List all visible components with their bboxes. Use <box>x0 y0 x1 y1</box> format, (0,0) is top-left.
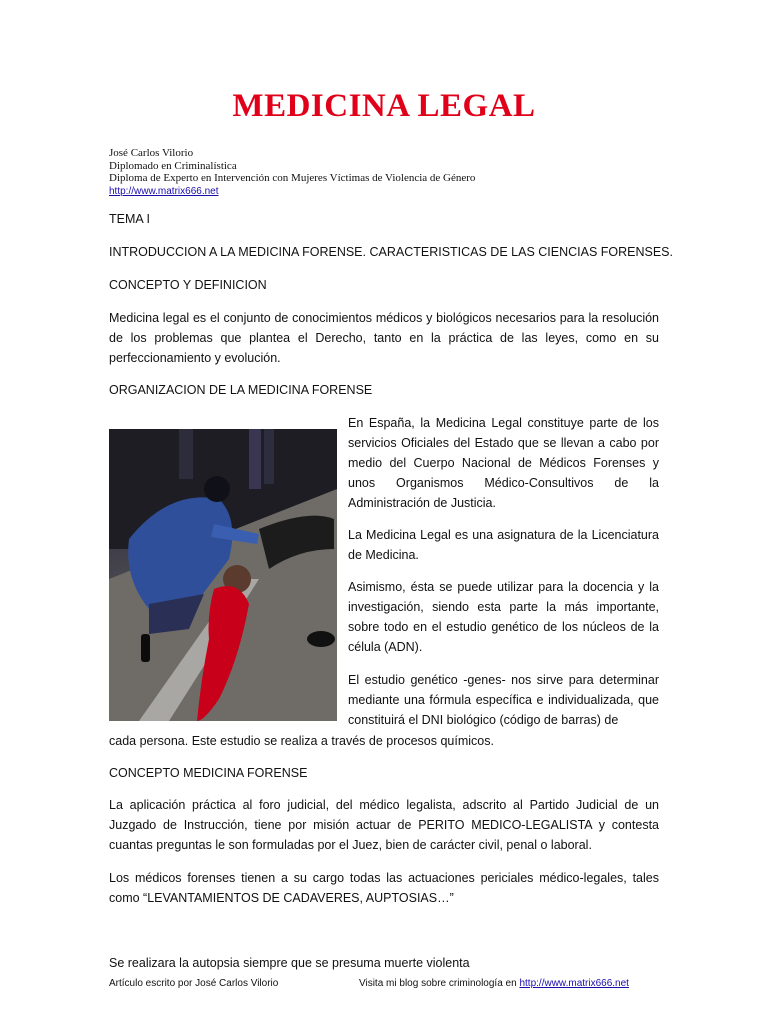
forense-paragraph-1: La aplicación práctica al foro judicial, del médico legalista, adscrito al Partido Judicial de un Juzgado de Instrucción, tiene por misión actuar de PERITO MEDICO-LEGALISTA y contesta cuantas preguntas le son formuladas por el Juez, bien de carácter civil, penal o laboral. <box>109 798 659 852</box>
organizacion-heading: ORGANIZACION DE LA MEDICINA FORENSE <box>109 383 373 397</box>
organizacion-paragraph-4: El estudio genético -genes- nos sirve para determinar mediante una fórmula específica e individualizada, que constituirá el DNI biológico (código de barras) de <box>348 673 659 727</box>
forense-paragraph-2: Los médicos forenses tienen a su cargo todas las actuaciones periciales médico-legales, tales como “LEVANTAMIENTOS DE CADAVERES, AUPTOSIAS…” <box>109 871 659 905</box>
concepto-paragraph: Medicina legal es el conjunto de conocimientos médicos y biológicos necesarios para la resolución de los problemas que plantea el Derecho, tanto en la práctica de las leyes, como en su perfeccionamiento y evolución. <box>109 311 659 365</box>
organizacion-paragraph-3: Asimismo, ésta se puede utilizar para la docencia y la investigación, siendo esta parte la más importante, sobre todo en el estudio genético de los núcleos de la célula (ADN). <box>348 580 659 654</box>
footer-note: Se realizara la autopsia siempre que se presuma muerte violenta <box>109 956 470 970</box>
author-name: José Carlos Vilorio <box>109 147 194 159</box>
concepto-heading: CONCEPTO Y DEFINICION <box>109 278 267 292</box>
forense-heading: CONCEPTO MEDICINA FORENSE <box>109 766 308 780</box>
footer-blog-prefix: Visita mi blog sobre criminología en <box>359 978 520 989</box>
organizacion-paragraph-4-continued: cada persona. Este estudio se realiza a través de procesos químicos. <box>109 734 494 748</box>
intro-heading: INTRODUCCION A LA MEDICINA FORENSE. CARACTERISTICAS DE LAS CIENCIAS FORENSES. <box>109 245 673 259</box>
author-credential-1: Diplomado en Criminalística <box>109 159 237 172</box>
forensic-scene-photo <box>109 429 337 721</box>
author-credential-2: Diploma de Experto en Intervención con Mujeres Víctimas de Violencia de Género <box>109 172 476 184</box>
footer-blog <box>359 978 629 989</box>
organizacion-paragraph-2: La Medicina Legal es una asignatura de la Licenciatura de Medicina. <box>348 528 659 562</box>
forensic-scene-illustration <box>109 429 337 721</box>
author-website-link[interactable]: http://www.matrix666.net <box>109 185 219 197</box>
footer-blog-link[interactable]: http://www.matrix666.net <box>519 978 629 989</box>
footer-author: Artículo escrito por José Carlos Vilorio <box>109 978 279 989</box>
organizacion-paragraph-1: En España, la Medicina Legal constituye parte de los servicios Oficiales del Estado que se llevan a cabo por medio del Cuerpo Nacional de Médicos Forenses y unos Organismos Médico-Consultivos de la Administración de Justicia. <box>348 416 659 510</box>
author-block <box>109 147 475 198</box>
document-title: MEDICINA LEGAL <box>232 88 536 124</box>
tema-heading: TEMA I <box>109 212 150 226</box>
